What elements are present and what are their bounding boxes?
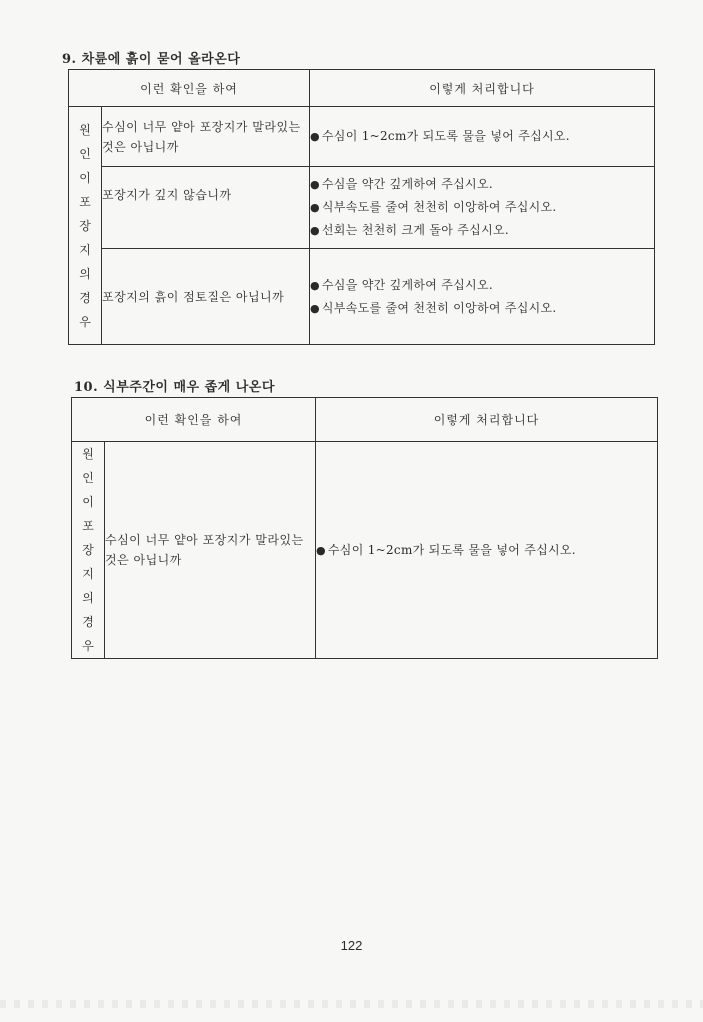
- category-char: 지: [82, 567, 94, 581]
- category-char: 우: [82, 639, 94, 653]
- check-cell: 수심이 너무 얕아 포장지가 말라있는 것은 아닙니까: [105, 442, 316, 659]
- category-label: [72, 442, 105, 659]
- page-number: 122: [340, 938, 363, 953]
- category-char: 이: [79, 170, 91, 185]
- fix-item: ● 수심이 1~2cm가 되도록 물을 넣어 주십시오.: [316, 542, 576, 557]
- category-char: 의: [82, 591, 94, 605]
- category-char: 의: [79, 266, 91, 281]
- category-char: 인: [82, 471, 94, 485]
- header-fix: 이렇게 처리합니다: [310, 70, 655, 107]
- fix-cell: [310, 167, 655, 249]
- fix-item: ● 식부속도를 줄여 천천히 이앙하여 주십시오.: [310, 300, 557, 315]
- category-label: [69, 107, 102, 345]
- table-row: [69, 167, 655, 249]
- fix-item: ● 선회는 천천히 크게 돌아 주십시오.: [310, 223, 509, 237]
- category-char: 경: [79, 290, 91, 305]
- category-char: 경: [82, 615, 94, 629]
- header-fix: 이렇게 처리합니다: [316, 398, 658, 442]
- section-10-table: [71, 397, 658, 659]
- fix-item: ● 식부속도를 줄여 천천히 이앙하여 주십시오.: [310, 200, 557, 214]
- header-check: 이런 확인을 하여: [69, 70, 310, 107]
- scan-artifact-strip: [0, 1000, 703, 1008]
- section-9-title: 9. 차륜에 흙이 묻어 올라온다: [62, 52, 241, 67]
- category-char: 원: [79, 122, 91, 137]
- fix-item: ● 수심이 1~2cm가 되도록 물을 넣어 주십시오.: [310, 129, 570, 143]
- category-char: 포: [82, 519, 94, 533]
- category-char: 인: [79, 146, 91, 161]
- header-check: 이런 확인을 하여: [72, 398, 316, 442]
- bullet-icon: ●: [310, 301, 320, 315]
- fix-cell: [310, 249, 655, 345]
- check-cell: 포장지의 흙이 점토질은 아닙니까: [102, 249, 310, 345]
- fix-item: ● 수심을 약간 깊게하여 주십시오.: [310, 177, 493, 191]
- category-char: 우: [79, 314, 91, 329]
- table-header-row: [72, 398, 658, 442]
- category-char: 지: [79, 242, 91, 257]
- table-row: [69, 107, 655, 167]
- bullet-icon: ●: [310, 224, 320, 237]
- category-char: 장: [79, 218, 91, 233]
- category-char: 이: [82, 495, 94, 509]
- category-char: 원: [82, 447, 94, 461]
- bullet-icon: ●: [310, 178, 320, 191]
- table-header-row: [69, 70, 655, 107]
- fix-cell: [310, 107, 655, 167]
- bullet-icon: ●: [316, 543, 326, 557]
- bullet-icon: ●: [310, 130, 320, 143]
- bullet-icon: ●: [310, 201, 320, 214]
- category-char: 장: [82, 543, 94, 557]
- check-cell: 수심이 너무 얕아 포장지가 말라있는 것은 아닙니까: [102, 107, 310, 167]
- table-row: [72, 442, 658, 659]
- fix-item: ● 수심을 약간 깊게하여 주십시오.: [310, 277, 493, 292]
- section-10-title: 10. 식부주간이 매우 좁게 나온다: [74, 380, 275, 395]
- section-9-table: [68, 69, 655, 345]
- fix-cell: [316, 442, 658, 659]
- table-row: [69, 249, 655, 345]
- bullet-icon: ●: [310, 278, 320, 292]
- check-cell: 포장지가 깊지 않습니까: [102, 167, 310, 249]
- category-char: 포: [79, 194, 91, 209]
